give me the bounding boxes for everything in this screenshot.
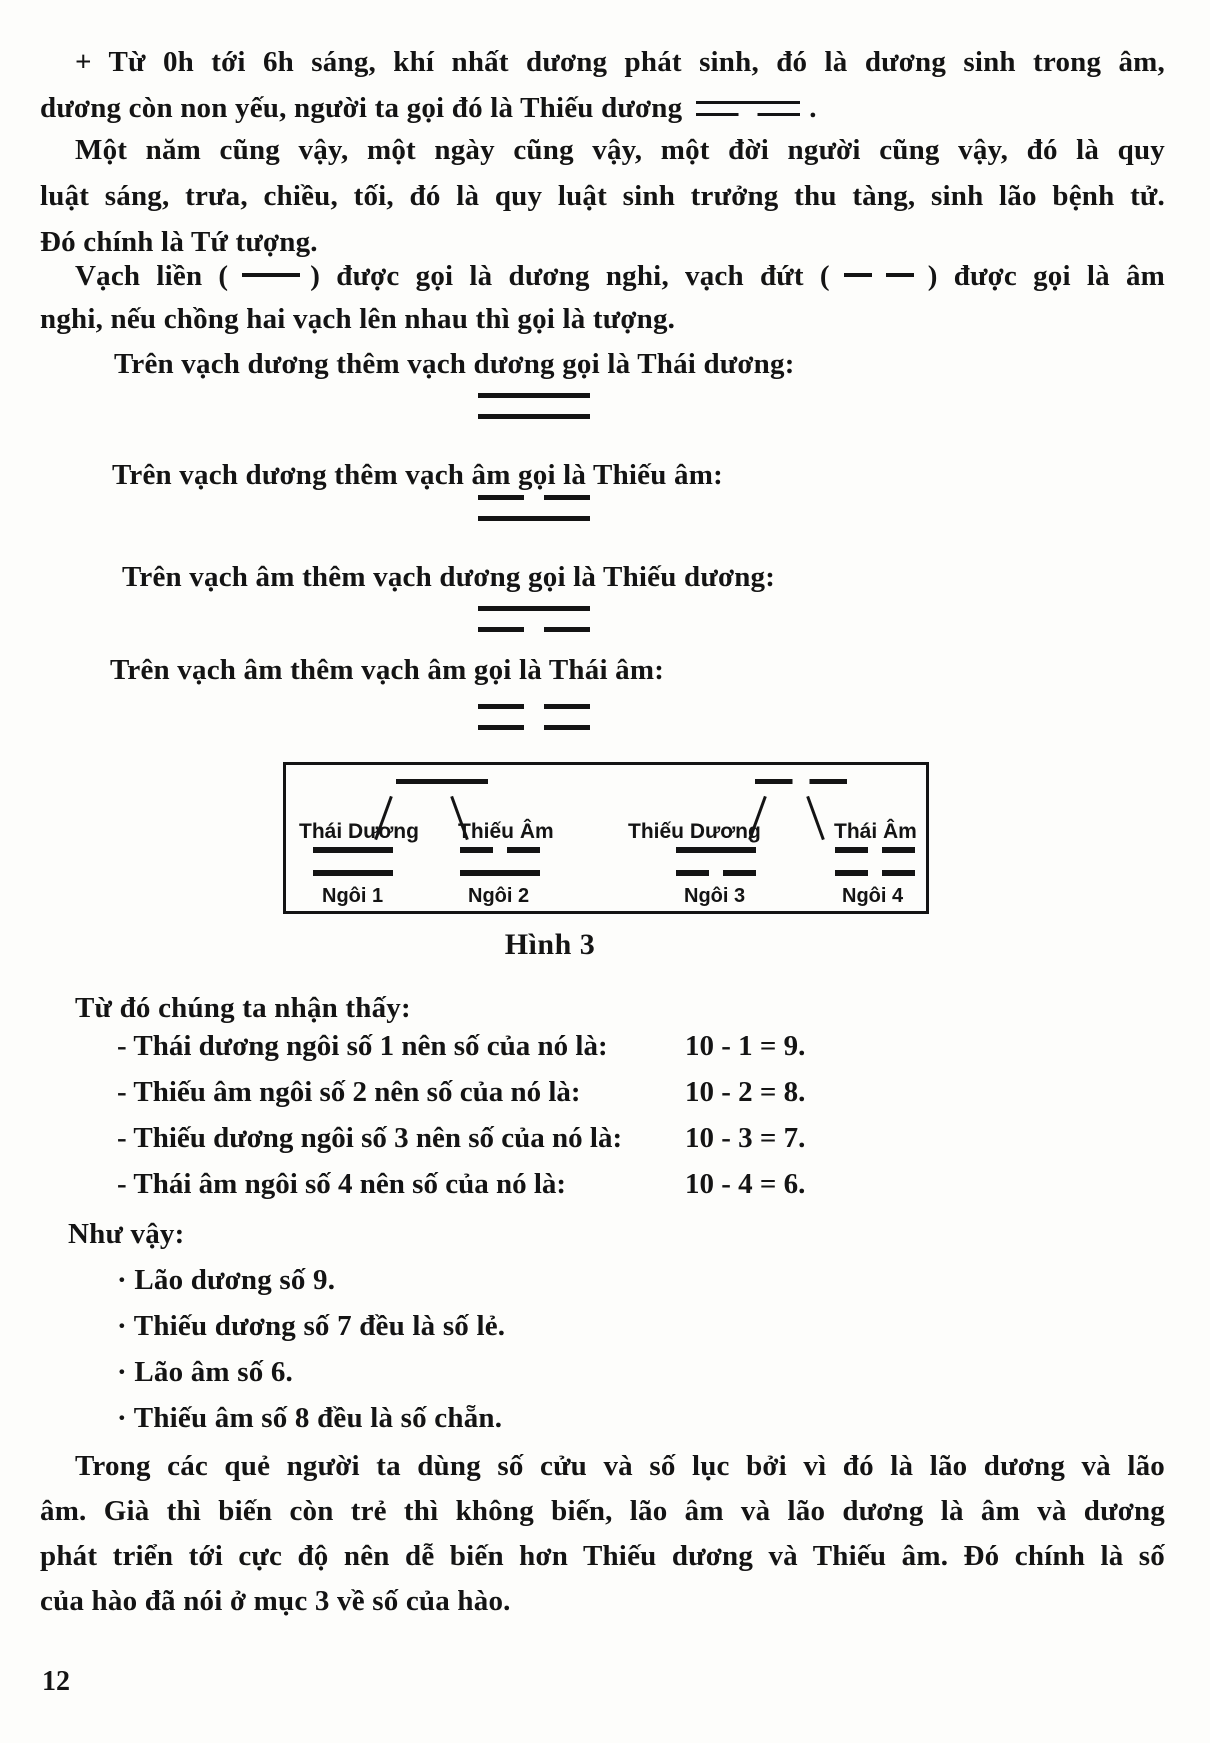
figure-hinh-3: [283, 762, 929, 914]
conclusion-item: · Lão dương số 9.: [117, 1264, 336, 1296]
paragraph-2-line-2: luật sáng, trưa, chiều, tối, đó là quy luật sinh trưởng thu tàng, sinh lão bệnh tử.: [40, 180, 1165, 212]
figure-label-thieu-duong: Thiếu Dương: [628, 820, 761, 843]
paragraph-1-line-2-period: .: [809, 92, 817, 124]
figure-caption: Hình 3: [504, 928, 596, 961]
paragraph-1-line-1: + Từ 0h tới 6h sáng, khí nhất dương phát sinh, đó là dương sinh trong âm,: [75, 46, 1165, 78]
paragraph-2-line-3: Đó chính là Tứ tượng.: [40, 226, 318, 258]
conclusion-item: · Thiếu âm số 8 đều là số chẵn.: [117, 1402, 503, 1434]
page-number: 12: [42, 1666, 70, 1697]
figure-rank-ngoi-2: Ngôi 2: [468, 885, 530, 907]
observation-text: - Thiếu dương ngôi số 3 nên số của nó là:: [117, 1122, 623, 1154]
observation-row: [117, 1168, 1165, 1201]
statement-thai-am: Trên vạch âm thêm vạch âm gọi là Thái âm:: [110, 654, 665, 686]
observation-text: - Thiếu âm ngôi số 2 nên số của nó là:: [117, 1076, 581, 1108]
observation-row: [117, 1122, 1165, 1155]
thai-am-digram-icon: [478, 704, 590, 730]
figure-rank-ngoi-1: Ngôi 1: [322, 885, 384, 907]
closing-line-2: âm. Già thì biến còn trẻ thì không biến, lão âm và lão dương là âm và dương: [40, 1495, 1165, 1527]
figure-digram-thieu-am-icon: [460, 847, 540, 876]
closing-line-3: phát triển tới cực độ nên dễ biến hơn Thiếu dương và Thiếu âm. Đó chính là số: [40, 1540, 1165, 1572]
thieu-am-digram-icon: [478, 495, 590, 521]
figure-digram-thai-am-icon: [835, 847, 915, 876]
paragraph-1-line-2: [40, 88, 817, 128]
conclusion-intro: Như vậy:: [68, 1218, 185, 1250]
paragraph-3-line-1: [75, 256, 1165, 296]
paragraph-2-line-1: Một năm cũng vậy, một ngày cũng vậy, một đời người cũng vậy, đó là quy: [75, 134, 1165, 166]
paragraph-3-seg-2: ) được gọi là dương nghi, vạch đứt (: [310, 260, 830, 292]
figure-rank-ngoi-4: Ngôi 4: [842, 885, 904, 907]
closing-line-4: của hào đã nói ở mục 3 về số của hào.: [40, 1585, 511, 1617]
observation-equation: 10 - 1 = 9.: [685, 1030, 806, 1062]
observation-equation: 10 - 2 = 8.: [685, 1076, 806, 1108]
observation-equation: 10 - 3 = 7.: [685, 1122, 806, 1154]
am-nghi-line-icon: [844, 273, 914, 277]
figure-label-thieu-am: Thiếu Âm: [458, 820, 554, 843]
figure-label-thai-duong: Thái Dương: [299, 820, 419, 843]
figure-label-thai-am: Thái Âm: [834, 820, 917, 843]
paragraph-1-line-2-text: dương còn non yếu, người ta gọi đó là Thiếu dương: [40, 92, 683, 124]
observation-text: - Thái âm ngôi số 4 nên số của nó là:: [117, 1168, 567, 1200]
am-nghi-parent-icon: [755, 779, 847, 784]
statement-thai-duong: Trên vạch dương thêm vạch dương gọi là Thái dương:: [114, 348, 795, 380]
observation-text: - Thái dương ngôi số 1 nên số của nó là:: [117, 1030, 608, 1062]
observation-row: [117, 1030, 1165, 1063]
observations-intro: Từ đó chúng ta nhận thấy:: [75, 992, 411, 1024]
conclusion-item: · Lão âm số 6.: [117, 1356, 294, 1388]
conclusion-item: · Thiếu dương số 7 đều là số lẻ.: [117, 1310, 506, 1342]
observation-row: [117, 1076, 1165, 1109]
figure-digram-thai-duong-icon: [313, 847, 393, 876]
statement-thieu-duong: Trên vạch âm thêm vạch dương gọi là Thiếu dương:: [122, 561, 776, 593]
paragraph-3-seg-3: ) được gọi là âm: [927, 260, 1165, 292]
duong-nghi-line-icon: [242, 273, 300, 277]
statement-thieu-am: Trên vạch dương thêm vạch âm gọi là Thiếu âm:: [112, 459, 723, 491]
paragraph-3-line-2: nghi, nếu chồng hai vạch lên nhau thì gọi là tượng.: [40, 303, 676, 335]
duong-nghi-parent-icon: [396, 779, 488, 784]
figure-rank-ngoi-3: Ngôi 3: [684, 885, 746, 907]
closing-line-1: Trong các quẻ người ta dùng số cửu và số lục bởi vì đó là lão dương và lão: [75, 1450, 1165, 1482]
thai-duong-digram-icon: [478, 393, 590, 419]
branch-line-icon: [806, 796, 825, 840]
thieu-duong-digram-icon: [696, 101, 800, 118]
figure-digram-thieu-duong-icon: [676, 847, 756, 876]
thieu-duong-digram-icon: [478, 606, 590, 632]
paragraph-3-seg-1: Vạch liền (: [75, 260, 229, 292]
observation-equation: 10 - 4 = 6.: [685, 1168, 806, 1200]
